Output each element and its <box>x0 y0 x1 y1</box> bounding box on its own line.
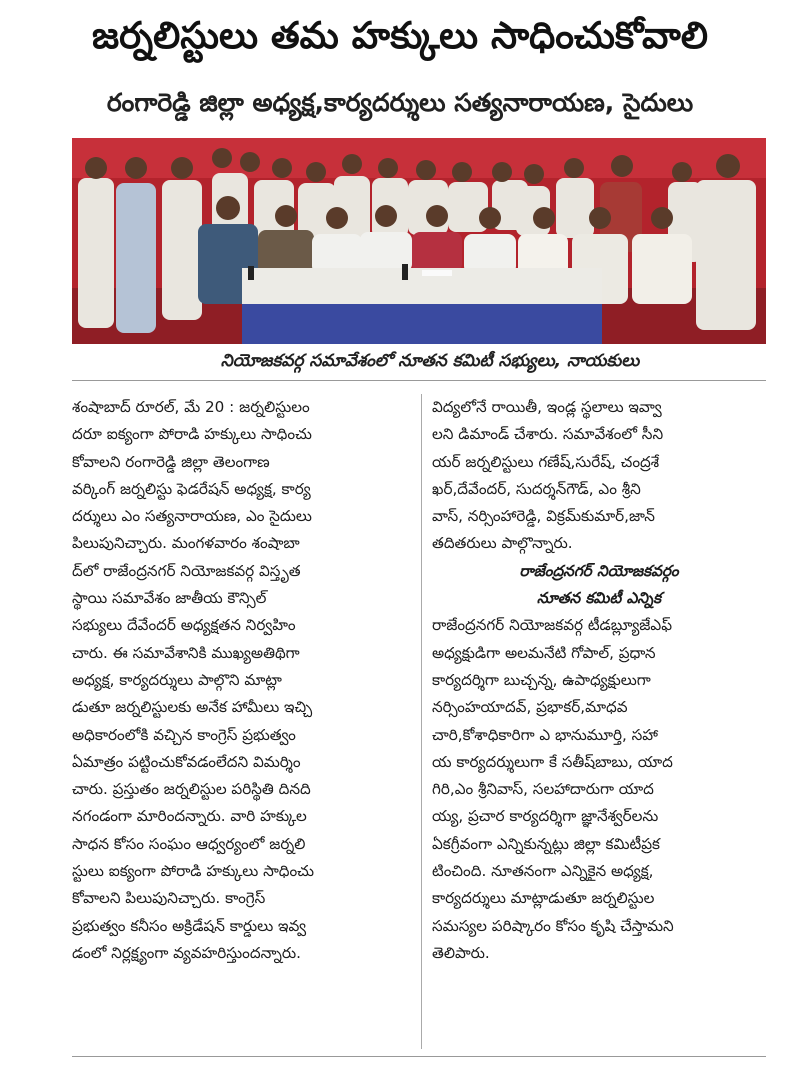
text-line: వర్కింగ్ జర్నలిస్టు ఫెడరేషన్ అధ్యక్ష, కార్య <box>72 479 311 498</box>
text-line: కోవాలని పిలుపునిచ్చారు. కాంగ్రెస్ <box>72 889 266 908</box>
text-line: ఏకగ్రీవంగా ఎన్నికున్నట్లు జిల్లా కమిటీప్రక <box>432 834 660 853</box>
text-line: శంషాబాద్ రూరల్, మే 20 : జర్నలిస్టులం <box>72 398 310 416</box>
text-line: ద్‌లో రాజేంద్రనగర్ నియోజకవర్గ విస్తృత <box>72 561 301 580</box>
text-line: ప్రభుత్వం కనీసం అక్రిడేషన్ కార్డులు ఇవ్వ <box>72 916 307 935</box>
text-line: పిలుపునిచ్చారు. మంగళవారం శంషాబా <box>72 534 300 553</box>
text-line: గిరి,ఎం శ్రీనివాస్, సలహాదారుగా యాద <box>432 780 654 799</box>
text-line: స్టులు ఐక్యంగా పోరాడి హక్కులు సాధించు <box>72 862 314 881</box>
bottom-divider <box>72 1056 766 1057</box>
text-line: దరూ ఐక్యంగా పోరాడి హక్కులు సాధించు <box>72 425 312 444</box>
text-line: చారు. ఈ సమావేశానికి ముఖ్యఅతిథిగా <box>72 643 300 662</box>
text-line: తదితరులు పాల్గొన్నారు. <box>432 534 573 553</box>
text-line: ఖర్,దేవేందర్, సుదర్శన్‌గౌడ్, ఎం శ్రీని <box>432 479 641 498</box>
text-line: రాజేంద్రనగర్ నియోజకవర్గ టీడబ్ల్యూజేఎఫ్ <box>432 616 672 635</box>
text-line: లని డిమాండ్ చేశారు. సమావేశంలో సీని <box>432 425 664 444</box>
text-line: కోవాలని రంగారెడ్డి జిల్లా తెలంగాణ <box>72 452 270 471</box>
text-line: డంలో నిర్లక్ష్యంగా వ్యవహరిస్తుందన్నారు. <box>72 943 301 962</box>
column-divider <box>421 394 422 1049</box>
headline: జర్నలిస్టులు తమ హక్కులు సాధించుకోవాలి <box>92 14 708 57</box>
text-line: చారి,కోశాధికారిగా ఎ భానుమూర్తి, సహా <box>432 725 658 744</box>
text-line: డుతూ జర్నలిస్టులకు అనేక హామీలు ఇచ్చి <box>72 698 313 717</box>
text-line: విద్యలోనే రాయితీ, ఇండ్ల స్థలాలు ఇవ్వా <box>432 398 662 416</box>
text-line: య్య, ప్రచార కార్యదర్శిగా జ్ఞానేశ్వర్‌లను <box>432 807 659 826</box>
subheadline: రంగారెడ్డి జిల్లా అధ్యక్ష,కార్యదర్శులు సత్యనారాయణ, సైదులు <box>106 88 694 117</box>
text-line: తెలిపారు. <box>432 943 490 962</box>
photo-caption: నియోజకవర్గ సమావేశంలో నూతన కమిటీ సభ్యులు, నాయకులు <box>220 351 640 371</box>
text-line: కార్యదర్శులు మాట్లాడుతూ జర్నలిస్టుల <box>432 889 655 908</box>
group-photo-illustration <box>72 138 766 344</box>
text-line: అధ్యక్షుడిగా అలమనేటి గోపాల్, ప్రధాన <box>432 643 656 662</box>
caption-divider <box>72 380 766 381</box>
section-subheading-1: రాజేంద్రనగర్ నియోజకవర్గం <box>519 561 679 580</box>
section-subheading-2: నూతన కమిటీ ఎన్నిక <box>536 589 662 608</box>
right-column-text-bottom <box>432 612 766 967</box>
text-line: చారు. ప్రస్తుతం జర్నలిస్టుల పరిస్థితి దినది <box>72 780 311 799</box>
text-line: టించింది. నూతనంగా ఎన్నికైన అధ్యక్ష, <box>432 862 654 881</box>
text-line: కార్యదర్శిగా బుచ్చన్న, ఉపాధ్యక్షులుగా <box>432 670 651 689</box>
text-line: ఏమాత్రం పట్టించుకోవడంలేదని విమర్శిం <box>72 752 301 771</box>
right-column-text-top <box>432 394 766 558</box>
text-line: నగండంగా మారిందన్నారు. వారి హక్కుల <box>72 807 307 826</box>
article-column-left <box>72 394 412 1054</box>
text-line: అధ్యక్ష, కార్యదర్శులు పాల్గొని మాట్లా <box>72 670 282 689</box>
article-column-right <box>432 394 766 1054</box>
group-photo <box>72 138 766 344</box>
text-line: సభ్యులు దేవేందర్ అధ్యక్షతన నిర్వహిం <box>72 616 296 635</box>
text-line: వాస్, నర్సింహారెడ్డి, విక్రమ్‌కుమార్,జాన్ <box>432 507 655 526</box>
text-line: సమస్యల పరిష్కారం కోసం కృషి చేస్తామని <box>432 916 674 935</box>
text-line: దర్శులు ఎం సత్యనారాయణ, ఎం సైదులు <box>72 507 312 526</box>
text-line: స్థాయి సమావేశం జాతీయ కౌన్సిల్ <box>72 589 267 608</box>
left-column-text <box>72 394 412 967</box>
text-line: యర్ జర్నలిస్టులు గణేష్,సురేష్, చంద్రశే <box>432 452 660 471</box>
text-line: నర్సింహయాదవ్, ప్రభాకర్,మాధవ <box>432 698 628 717</box>
text-line: సాధన కోసం సంఘం ఆధ్వర్యంలో జర్నలి <box>72 834 306 853</box>
text-line: అధికారంలోకి వచ్చిన కాంగ్రెస్ ప్రభుత్వం <box>72 725 296 744</box>
text-line: య కార్యదర్శులుగా కే సతీష్‌బాబు, యాద <box>432 752 673 771</box>
